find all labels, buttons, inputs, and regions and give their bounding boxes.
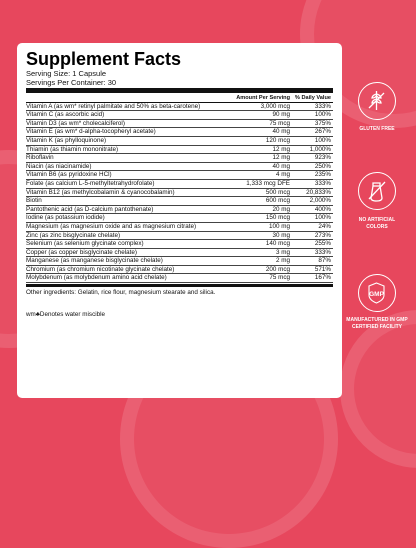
nutrient-amount: 120 mcg [265, 136, 290, 144]
no-artificial-colors-badge [358, 172, 396, 210]
nutrient-amount: 600 mcg [265, 197, 290, 205]
nutrient-name: Iodine (as potassium iodide) [26, 214, 105, 222]
gluten-free-badge [358, 82, 396, 120]
nutrient-daily-value: 100% [314, 214, 331, 222]
gmp-mark-text: GMP [369, 291, 384, 298]
nutrient-name: Niacin (as niacinamide) [26, 162, 92, 170]
table-row [26, 128, 333, 137]
nutrient-daily-value: 333% [314, 102, 331, 110]
nutrient-daily-value: 923% [314, 154, 331, 162]
nutrient-daily-value: 87% [318, 257, 331, 265]
nutrient-name: Biotin [26, 197, 42, 205]
nutrient-name: Copper (as copper bisglycinate chelate) [26, 248, 137, 256]
daily-value-column-header: % Daily Value [294, 95, 331, 101]
nutrient-amount: 500 mcg [265, 188, 290, 196]
table-row [26, 189, 333, 198]
table-row [26, 111, 333, 120]
no-artificial-colors-icon [359, 173, 394, 208]
nutrient-amount: 12 mg [272, 145, 290, 153]
nutrient-amount: 4 mg [276, 171, 290, 179]
thick-divider [26, 88, 333, 93]
nutrient-amount: 20 mg [272, 205, 290, 213]
table-row [26, 223, 333, 232]
nutrient-daily-value: 20,833% [306, 188, 331, 196]
nutrient-daily-value: 333% [314, 179, 331, 187]
nutrient-amount: 40 mg [272, 162, 290, 170]
table-row [26, 232, 333, 241]
nutrient-daily-value: 100% [314, 111, 331, 119]
gmp-icon [359, 275, 394, 310]
table-row [26, 214, 333, 223]
gluten-free-icon [359, 83, 394, 118]
nutrient-table [26, 103, 333, 283]
nutrient-amount: 40 mg [272, 128, 290, 136]
footnote: wm♣Denotes water miscible [26, 311, 106, 319]
nutrient-name: Selenium (as selenium glycinate complex) [26, 240, 144, 248]
nutrient-amount: 90 mg [272, 111, 290, 119]
supplement-facts-panel [17, 43, 342, 398]
nutrient-amount: 1,333 mcg DFE [246, 179, 290, 187]
table-row [26, 103, 333, 112]
nutrient-amount: 3 mg [276, 248, 290, 256]
nutrient-amount: 2 mg [276, 257, 290, 265]
servings-per-container: Servings Per Container: 30 [26, 78, 117, 87]
nutrient-name: Vitamin D3 (as wm* cholecalciferol) [26, 119, 125, 127]
table-row [26, 266, 333, 275]
nutrient-amount: 75 mcg [269, 274, 290, 282]
no-artificial-colors-label: NO ARTIFICIAL COLORS [358, 217, 396, 230]
table-row [26, 137, 333, 146]
nutrient-daily-value: 333% [314, 248, 331, 256]
nutrient-name: Vitamin C (as ascorbic acid) [26, 111, 105, 119]
nutrient-name: Chromium (as chromium nicotinate glycinate chelate) [26, 265, 175, 273]
table-header [26, 94, 333, 103]
nutrient-name: Magnesium (as magnesium oxide and as magnesium citrate) [26, 222, 197, 230]
table-row [26, 180, 333, 189]
nutrient-daily-value: 100% [314, 136, 331, 144]
table-row [26, 146, 333, 155]
panel-title: Supplement Facts [26, 49, 182, 69]
bottom-divider [26, 284, 333, 287]
nutrient-daily-value: 24% [318, 222, 331, 230]
nutrient-daily-value: 250% [314, 162, 331, 170]
table-row [26, 249, 333, 258]
nutrient-name: Vitamin B6 (as pyridoxine HCl) [26, 171, 112, 179]
gmp-label: MANUFACTURED IN GMP CERTIFIED FACILITY [346, 317, 408, 330]
nutrient-amount: 150 mcg [265, 214, 290, 222]
table-row [26, 154, 333, 163]
table-row [26, 171, 333, 180]
nutrient-name: Riboflavin [26, 154, 54, 162]
other-ingredients: Other ingredients: Gelatin, rice flour, magnesium stearate and silica. [26, 289, 216, 297]
nutrient-amount: 30 mg [272, 231, 290, 239]
nutrient-daily-value: 1,000% [309, 145, 331, 153]
table-row [26, 257, 333, 266]
nutrient-name: Vitamin A (as wm* retinyl palmitate and 50% as beta-carotene) [26, 102, 201, 110]
nutrient-daily-value: 2,000% [309, 197, 331, 205]
nutrient-amount: 200 mcg [265, 265, 290, 273]
nutrient-name: Molybdenum (as molybdenum amino acid chelate) [26, 274, 167, 282]
nutrient-name: Vitamin B12 (as methylcobalamin & cyanocobalamin) [26, 188, 175, 196]
nutrient-amount: 140 mcg [265, 240, 290, 248]
nutrient-name: Zinc (as zinc bisglycinate chelate) [26, 231, 121, 239]
background-slice-decoration [340, 310, 416, 468]
nutrient-amount: 100 mg [268, 222, 290, 230]
nutrient-name: Vitamin E (as wm* d-alpha-tocopheryl acetate) [26, 128, 156, 136]
table-row [26, 163, 333, 172]
nutrient-amount: 12 mg [272, 154, 290, 162]
nutrient-daily-value: 571% [314, 265, 331, 273]
table-row [26, 274, 333, 283]
nutrient-daily-value: 167% [314, 274, 331, 282]
table-row [26, 197, 333, 206]
nutrient-name: Thiamin (as thiamin mononitrate) [26, 145, 119, 153]
gluten-free-label: GLUTEN FREE [359, 126, 395, 132]
table-row [26, 120, 333, 129]
nutrient-daily-value: 375% [314, 119, 331, 127]
nutrient-daily-value: 235% [314, 171, 331, 179]
gmp-badge [358, 274, 396, 312]
table-row [26, 206, 333, 215]
nutrient-amount: 75 mcg [269, 119, 290, 127]
nutrient-name: Manganese (as manganese bisglycinate chelate) [26, 257, 163, 265]
nutrient-daily-value: 255% [314, 240, 331, 248]
amount-column-header: Amount Per Serving [236, 95, 290, 101]
nutrient-daily-value: 267% [314, 128, 331, 136]
nutrient-daily-value: 400% [314, 205, 331, 213]
table-row [26, 240, 333, 249]
nutrient-daily-value: 273% [314, 231, 331, 239]
nutrient-amount: 3,000 mcg [260, 102, 290, 110]
serving-size: Serving Size: 1 Capsule [26, 69, 107, 78]
nutrient-name: Folate (as calcium L-5-methyltetrahydrofolate) [26, 179, 155, 187]
nutrient-name: Vitamin K (as phylloquinone) [26, 136, 107, 144]
nutrient-name: Pantothenic acid (as D-calcium pantothenate) [26, 205, 154, 213]
